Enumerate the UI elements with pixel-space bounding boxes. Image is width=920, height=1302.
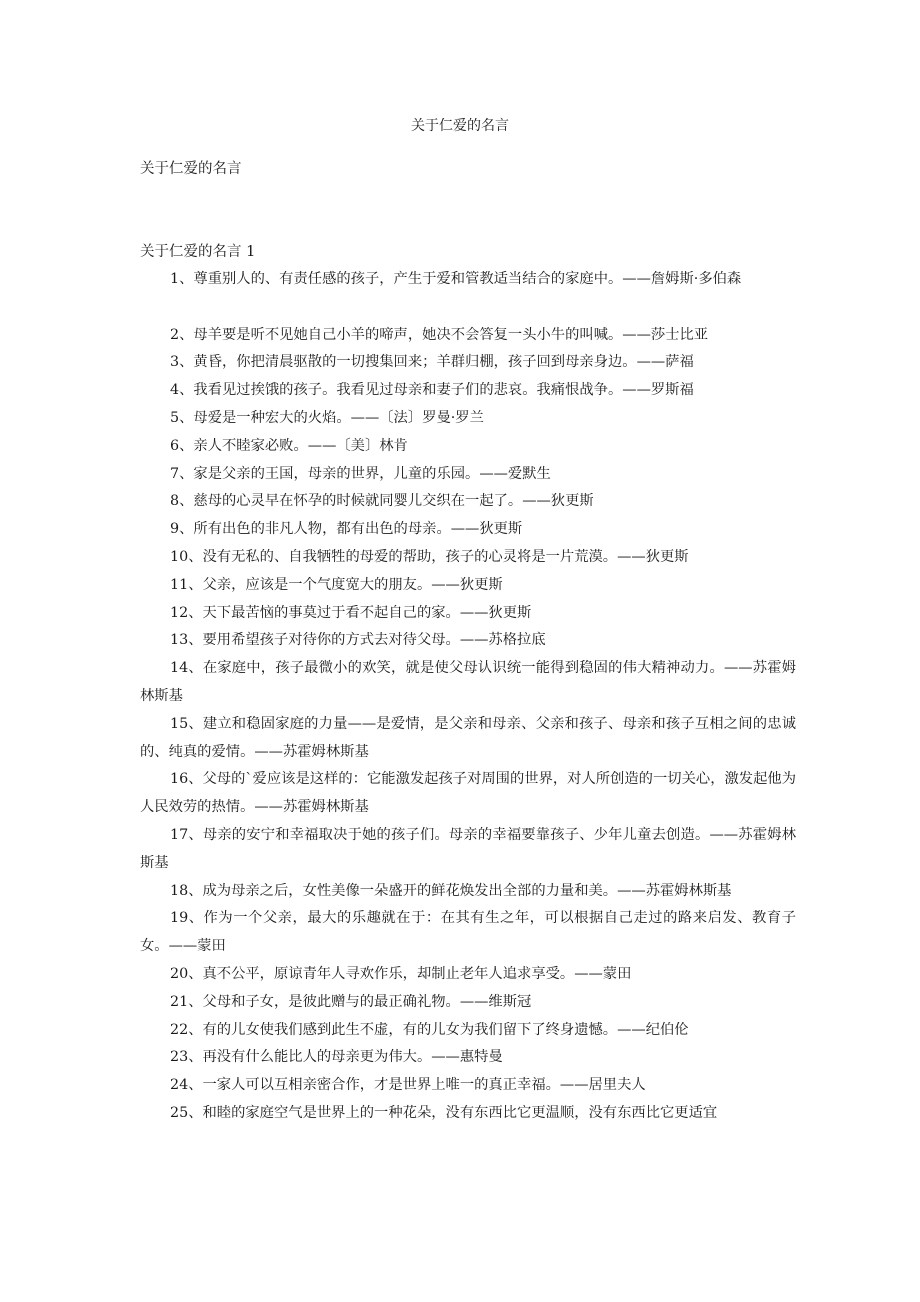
quote-item: 2、母羊要是听不见她自己小羊的啼声，她决不会答复一头小牛的叫喊。——莎士比亚	[170, 326, 709, 343]
quote-item: 10、没有无私的、自我牺牲的母爱的帮助，孩子的心灵将是一片荒漠。——狄更斯	[170, 548, 689, 565]
quote-item: 7、家是父亲的王国，母亲的世界，儿童的乐园。——爱默生	[170, 465, 551, 482]
quote-item: 18、成为母亲之后，女性美像一朵盛开的鲜花焕发出全部的力量和美。——苏霍姆林斯基	[170, 882, 732, 899]
quote-item: 24、一家人可以互相亲密合作，才是世界上唯一的真正幸福。——居里夫人	[170, 1077, 646, 1094]
quote-item: 22、有的儿女使我们感到此生不虚，有的儿女为我们留下了终身遗憾。——纪伯伦	[170, 1021, 689, 1038]
quote-item: 11、父亲，应该是一个气度宽大的朋友。——狄更斯	[170, 576, 503, 593]
quote-item: 19、作为一个父亲，最大的乐趣就在于：在其有生之年，可以根据自己走过的路来启发、教育子女。——蒙田	[140, 910, 796, 955]
quote-item: 13、要用希望孩子对待你的方式去对待父母。——苏格拉底	[170, 632, 546, 649]
quote-item: 5、母爱是一种宏大的火焰。——〔法〕罗曼·罗兰	[170, 409, 484, 426]
quote-item: 17、母亲的安宁和幸福取决于她的孩子们。母亲的幸福要靠孩子、少年儿童去创造。——苏霍姆林斯基	[140, 826, 796, 871]
quote-item: 14、在家庭中，孩子最微小的欢笑，就是使父母认识统一能得到稳固的伟大精神动力。——苏霍姆林斯基	[140, 660, 796, 704]
quote-list	[140, 266, 796, 1128]
quote-item: 25、和睦的家庭空气是世界上的一种花朵，没有东西比它更温顺，没有东西比它更适宜	[170, 1104, 718, 1121]
quote-item: 15、建立和稳固家庭的力量——是爱情，是父亲和母亲、父亲和孩子、母亲和孩子互相之间的忠诚的、纯真的爱情。——苏霍姆林斯基	[140, 715, 796, 760]
document-title: 关于仁爱的名言	[411, 118, 509, 134]
quote-item: 1、尊重别人的、有责任感的孩子，产生于爱和管教适当结合的家庭中。——詹姆斯·多伯森	[170, 271, 742, 287]
quote-item: 23、再没有什么能比人的母亲更为伟大。——惠特曼	[170, 1049, 503, 1066]
quote-item: 9、所有出色的非凡人物，都有出色的母亲。——狄更斯	[170, 521, 523, 538]
quote-item: 20、真不公平，原谅青年人寻欢作乐，却制止老年人追求享受。——蒙田	[170, 965, 632, 982]
quote-item: 4、我看见过挨饿的孩子。我看见过母亲和妻子们的悲哀。我痛恨战争。——罗斯福	[170, 382, 694, 399]
quote-item: 16、父母的`爱应该是这样的：它能激发起孩子对周围的世界，对人所创造的一切关心，激发起他为人民效劳的热情。——苏霍姆林斯基	[140, 771, 796, 816]
document-subtitle: 关于仁爱的名言	[140, 161, 242, 177]
section-heading: 关于仁爱的名言 1	[140, 244, 256, 260]
quote-item: 21、父母和子女，是彼此赠与的最正确礼物。——维斯冠	[170, 993, 532, 1010]
quote-item: 8、慈母的心灵早在怀孕的时候就同婴儿交织在一起了。——狄更斯	[170, 493, 594, 510]
quote-item: 12、天下最苦恼的事莫过于看不起自己的家。——狄更斯	[170, 604, 532, 621]
quote-item: 3、黄昏，你把清晨驱散的一切搜集回来；羊群归棚，孩子回到母亲身边。——萨福	[170, 354, 694, 371]
quote-item: 6、亲人不睦家必败。——〔美〕林肯	[170, 437, 408, 454]
